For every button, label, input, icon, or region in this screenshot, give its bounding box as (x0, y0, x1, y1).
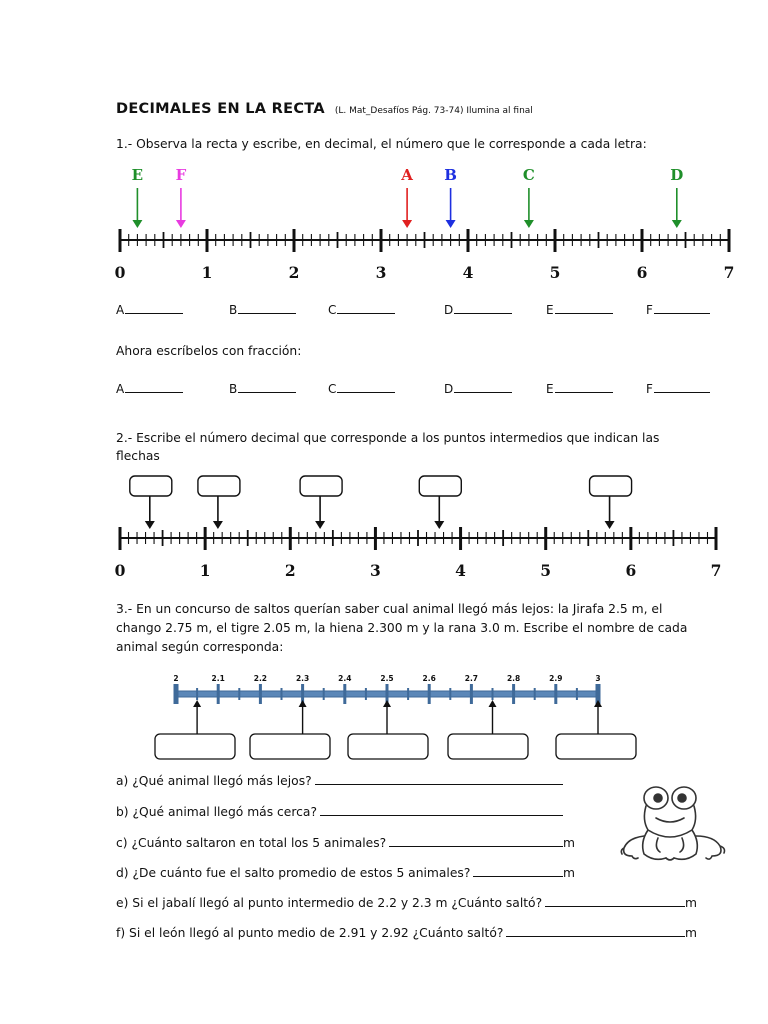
q1-fraction-answer-e (546, 382, 613, 396)
q1-decimal-answer-c (328, 303, 395, 317)
q2-number-6: 6 (625, 561, 637, 580)
q1-fraction-answer-blank-a[interactable] (125, 391, 183, 393)
q3-answer-box-1 (155, 734, 235, 759)
q3-tick-label-2.2: 2.2 (253, 674, 268, 683)
q1-fraction-answer-label-d: D (444, 382, 454, 396)
q1-arrow-d-head (672, 220, 682, 228)
q3-arrow-4-head (489, 700, 497, 707)
q1-letter-f: F (175, 166, 187, 184)
q1-letter-b: B (444, 166, 457, 184)
q1-decimal-answer-label-e: E (546, 303, 554, 317)
q1-fraction-answer-a (116, 382, 183, 396)
q3-half-tick (281, 688, 283, 700)
q3-answer-line[interactable] (473, 875, 563, 877)
q1-decimal-answer-label-c: C (328, 303, 337, 317)
q1-fraction-answer-blank-b[interactable] (238, 391, 296, 393)
q1-fraction-answer-blank-f[interactable] (654, 391, 710, 393)
q3-answer-box-5 (556, 734, 636, 759)
q1-number-2: 2 (288, 263, 300, 282)
q3-tick (343, 684, 346, 704)
q2-number-2: 2 (284, 561, 296, 580)
q2-arrow-4-head (434, 521, 444, 529)
q1-number-1: 1 (201, 263, 213, 282)
q3-tick-label-3: 3 (595, 674, 601, 683)
q3-tick-label-2.9: 2.9 (549, 674, 563, 683)
q2-number-7: 7 (710, 561, 722, 580)
q3-arrow-5-head (594, 700, 602, 707)
q3-half-tick (576, 688, 578, 700)
q3-tick (512, 684, 515, 704)
q3-question-a (116, 774, 563, 788)
q1-decimal-answer-label-d: D (444, 303, 454, 317)
q2-number-1: 1 (199, 561, 211, 580)
q3-tick-label-2.8: 2.8 (506, 674, 521, 683)
q3-arrow-3-head (383, 700, 391, 707)
q3-tick (259, 684, 262, 704)
q1-fraction-answer-b (229, 382, 296, 396)
q2-arrow-3-head (315, 521, 325, 529)
q3-half-tick (238, 688, 240, 700)
q1-letter-a: A (401, 166, 413, 184)
q3-tick (174, 684, 179, 704)
q3-question-text: a) ¿Qué animal llegó más lejos? (116, 774, 312, 788)
q1-fraction-answer-label-f: F (646, 382, 653, 396)
q3-question-c (116, 836, 575, 850)
q1-decimal-answer-blank-a[interactable] (125, 312, 183, 314)
q3-half-tick (492, 688, 494, 700)
q2-number-4: 4 (455, 561, 466, 580)
q3-tick (470, 684, 473, 704)
q2-number-5: 5 (540, 561, 552, 580)
q3-question-text: f) Si el león llegó al punto medio de 2.91 y 2.92 ¿Cuánto saltó? (116, 926, 504, 940)
q1-number-0: 0 (114, 263, 126, 282)
q1-fraction-answer-label-e: E (546, 382, 554, 396)
q3-answer-line[interactable] (320, 814, 563, 816)
q1-decimal-answer-d (444, 303, 512, 317)
q3-answer-line[interactable] (315, 783, 563, 785)
q3-answer-box-2 (250, 734, 330, 759)
q3-tick-label-2.6: 2.6 (422, 674, 436, 683)
q3-question-text: e) Si el jabalí llegó al punto intermedio de 2.2 y 2.3 m ¿Cuánto saltó? (116, 896, 543, 910)
q3-question-text: d) ¿De cuánto fue el salto promedio de estos 5 animales? (116, 866, 471, 880)
q3-prompt-line2: chango 2.75 m, el tigre 2.05 m, la hiena 2.300 m y la rana 3.0 m. Escribe el nombre de cada (116, 621, 688, 635)
q1-decimal-answer-blank-f[interactable] (654, 312, 710, 314)
q3-unit: m (563, 836, 575, 850)
title-source: (L. Mat_Desafíos Pág. 73-74) Ilumina al final (334, 106, 533, 116)
q1-letter-e: E (131, 166, 144, 184)
q2-answer-box-5 (590, 476, 632, 496)
q2-arrow-2-head (213, 521, 223, 529)
q3-tick-label-2.3: 2.3 (295, 674, 310, 683)
q2-answer-box-3 (300, 476, 342, 496)
q3-half-tick (449, 688, 451, 700)
q3-tick-label-2.4: 2.4 (338, 674, 352, 683)
q3-tick-label-2.7: 2.7 (464, 674, 479, 683)
q1-fraction-answer-c (328, 382, 395, 396)
q1-decimal-answer-blank-c[interactable] (337, 312, 395, 314)
q3-arrow-2-head (299, 700, 307, 707)
q1-decimal-answer-f (646, 303, 710, 317)
q2-prompt-line2: flechas (116, 449, 160, 463)
q1-decimal-answer-blank-b[interactable] (238, 312, 296, 314)
q1-decimal-answer-blank-e[interactable] (555, 312, 613, 314)
q1-arrow-c-head (524, 220, 534, 228)
q3-prompt-line3: animal según corresponda: (116, 640, 284, 654)
q2-arrow-5-head (605, 521, 615, 529)
q3-prompt-line1: 3.- En un concurso de saltos querían saber cual animal llegó más lejos: la Jirafa 2.5 m, el (116, 602, 663, 616)
q1-decimal-answer-label-a: A (116, 303, 125, 317)
q2-prompt-line1: 2.- Escribe el número decimal que corresponde a los puntos intermedios que indican las (116, 431, 660, 445)
q1-arrow-b-head (446, 220, 456, 228)
frog-illustration (618, 776, 728, 868)
q3-question-e (116, 896, 697, 910)
q1-fraction-answer-d (444, 382, 512, 396)
q1-decimal-answer-a (116, 303, 183, 317)
q3-question-text: b) ¿Qué animal llegó más cerca? (116, 805, 317, 819)
q2-answer-box-1 (130, 476, 172, 496)
q3-question-d (116, 866, 575, 880)
q1-decimal-answer-blank-d[interactable] (454, 312, 512, 314)
q3-question-b (116, 805, 563, 819)
q3-half-tick (534, 688, 536, 700)
q3-tick-label-2: 2 (173, 674, 179, 683)
q3-answer-box-4 (448, 734, 528, 759)
q1-decimal-answer-b (229, 303, 296, 317)
q3-answer-line[interactable] (545, 905, 685, 907)
q1-number-7: 7 (723, 263, 735, 282)
q2-arrow-1-head (145, 521, 155, 529)
q1-arrow-a-head (402, 220, 412, 228)
q3-unit: m (685, 896, 697, 910)
q3-half-tick (196, 688, 198, 700)
q1-arrow-e-head (132, 220, 142, 228)
q3-tick (428, 684, 431, 704)
q1-fraction-answer-blank-e[interactable] (555, 391, 613, 393)
q3-tick (554, 684, 557, 704)
q1-decimal-answer-label-b: B (229, 303, 238, 317)
q3-question-f (116, 926, 697, 940)
q3-arrow-1-head (193, 700, 201, 707)
q1-prompt: 1.- Observa la recta y escribe, en decimal, el número que le corresponde a cada letra: (116, 137, 647, 151)
q1-number-6: 6 (636, 263, 648, 282)
q2-number-0: 0 (114, 561, 126, 580)
q3-tick-label-2.1: 2.1 (211, 674, 225, 683)
q3-half-tick (323, 688, 325, 700)
q3-tick (217, 684, 220, 704)
q2-number-3: 3 (370, 561, 381, 580)
q3-question-text: c) ¿Cuánto saltaron en total los 5 animales? (116, 836, 387, 850)
q1-fraction-answer-label-c: C (328, 382, 337, 396)
q1-number-4: 4 (462, 263, 474, 282)
q3-half-tick (365, 688, 367, 700)
q1-fraction-prompt: Ahora escríbelos con fracción: (116, 344, 302, 358)
q1-letter-c: C (522, 166, 535, 184)
q1-arrow-f-head (176, 220, 186, 228)
q3-unit: m (563, 866, 575, 880)
q1-decimal-answer-label-f: F (646, 303, 653, 317)
q1-number-3: 3 (375, 263, 387, 282)
q3-tick-label-2.5: 2.5 (380, 674, 394, 683)
q2-answer-box-4 (419, 476, 461, 496)
q3-answer-line[interactable] (506, 935, 685, 937)
q3-unit: m (685, 926, 697, 940)
q1-fraction-answer-label-a: A (116, 382, 125, 396)
q1-fraction-answer-blank-c[interactable] (337, 391, 395, 393)
q1-fraction-answer-label-b: B (229, 382, 238, 396)
q1-fraction-answer-f (646, 382, 710, 396)
title-text: DECIMALES EN LA RECTA (116, 101, 325, 117)
q3-answer-line[interactable] (389, 845, 563, 847)
q1-decimal-answer-e (546, 303, 613, 317)
q1-number-5: 5 (549, 263, 561, 282)
q1-fraction-answer-blank-d[interactable] (454, 391, 512, 393)
q2-answer-box-2 (198, 476, 240, 496)
q1-letter-d: D (670, 166, 684, 184)
q3-answer-box-3 (348, 734, 428, 759)
q3-half-tick (407, 688, 409, 700)
